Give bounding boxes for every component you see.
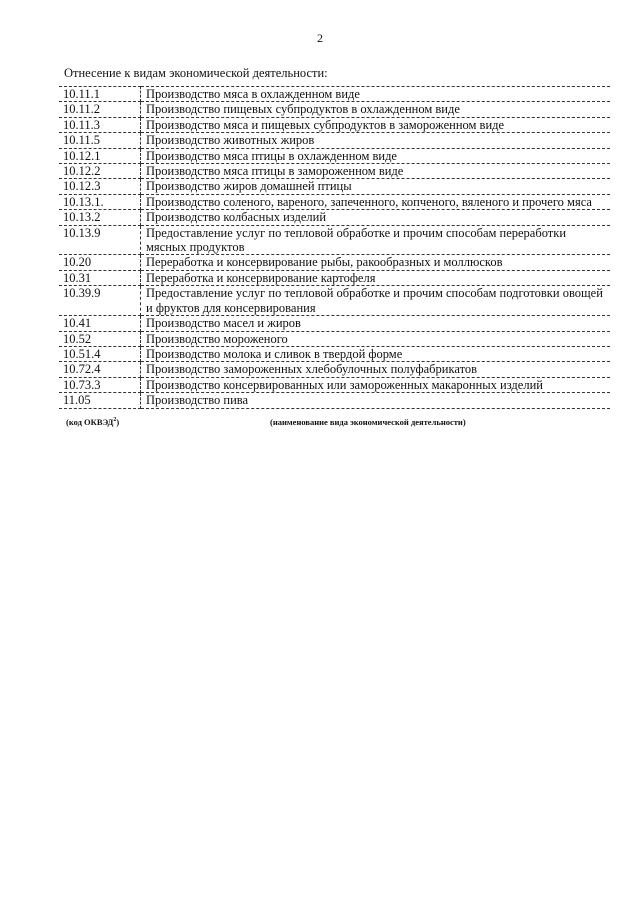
page-number: 2 [317, 31, 323, 45]
table-row [59, 346, 610, 361]
activity-name: Производство молока и сливок в твердой форме [141, 346, 611, 361]
activity-name: Производство мяса птицы в охлажденном виде [141, 148, 611, 163]
activity-name: Предоставление услуг по тепловой обработке и прочим способам переработки мясных продуктов [141, 225, 611, 255]
okved-code: 10.51.4 [59, 346, 141, 361]
footnote-marker: 2 [113, 417, 117, 424]
okved-code: 10.73.3 [59, 377, 141, 392]
okved-code: 11.05 [59, 393, 141, 408]
okved-code: 10.11.1 [59, 87, 141, 102]
activity-name: Переработка и консервирование рыбы, ракообразных и моллюсков [141, 255, 611, 270]
okved-code: 10.39.9 [59, 286, 141, 316]
okved-code: 10.11.2 [59, 102, 141, 117]
table-row [59, 133, 610, 148]
code-caption-close: ) [116, 417, 120, 427]
table-row [59, 179, 610, 194]
okved-code: 10.41 [59, 316, 141, 331]
okved-code: 10.13.1. [59, 194, 141, 209]
activity-name: Производство мяса птицы в замороженном виде [141, 164, 611, 179]
table-row [59, 117, 610, 132]
activity-name: Производство замороженных хлебобулочных полуфабрикатов [141, 362, 611, 377]
table-row [59, 210, 610, 225]
activity-name: Переработка и консервирование картофеля [141, 270, 611, 285]
activity-name: Производство масел и жиров [141, 316, 611, 331]
activity-name: Производство животных жиров [141, 133, 611, 148]
okved-table-body [59, 87, 610, 409]
activity-name: Производство жиров домашней птицы [141, 179, 611, 194]
okved-code: 10.11.3 [59, 117, 141, 132]
table-row [59, 164, 610, 179]
name-column-caption: (наименование вида экономической деятельности) [270, 417, 466, 427]
table-row [59, 362, 610, 377]
okved-code: 10.12.3 [59, 179, 141, 194]
okved-table [59, 86, 610, 409]
okved-code: 10.13.2 [59, 210, 141, 225]
code-column-caption [66, 417, 119, 427]
activity-name: Производство пищевых субпродуктов в охлажденном виде [141, 102, 611, 117]
table-row [59, 194, 610, 209]
table-row [59, 270, 610, 285]
okved-code: 10.31 [59, 270, 141, 285]
table-row [59, 286, 610, 316]
activity-name: Производство мяса в охлажденном виде [141, 87, 611, 102]
activity-name: Производство мороженого [141, 331, 611, 346]
okved-code: 10.52 [59, 331, 141, 346]
activity-name: Производство колбасных изделий [141, 210, 611, 225]
activity-name: Предоставление услуг по тепловой обработке и прочим способам подготовки овощей и фруктов для консервирования [141, 286, 611, 316]
table-row [59, 102, 610, 117]
table-row [59, 255, 610, 270]
table-row [59, 377, 610, 392]
table-row [59, 148, 610, 163]
table-row [59, 225, 610, 255]
code-caption-text: (код ОКВЭД [66, 417, 114, 427]
okved-code: 10.20 [59, 255, 141, 270]
activity-name: Производство консервированных или замороженных макаронных изделий [141, 377, 611, 392]
okved-code: 10.12.1 [59, 148, 141, 163]
table-row [59, 87, 610, 102]
section-heading: Отнесение к видам экономической деятельности: [64, 66, 328, 80]
table-row [59, 393, 610, 408]
okved-code: 10.72.4 [59, 362, 141, 377]
activity-name: Производство пива [141, 393, 611, 408]
table-row [59, 316, 610, 331]
okved-code: 10.13.9 [59, 225, 141, 255]
table-row [59, 331, 610, 346]
okved-code: 10.12.2 [59, 164, 141, 179]
okved-code: 10.11.5 [59, 133, 141, 148]
activity-name: Производство мяса и пищевых субпродуктов в замороженном виде [141, 117, 611, 132]
activity-name: Производство соленого, вареного, запеченного, копченого, вяленого и прочего мяса [141, 194, 611, 209]
